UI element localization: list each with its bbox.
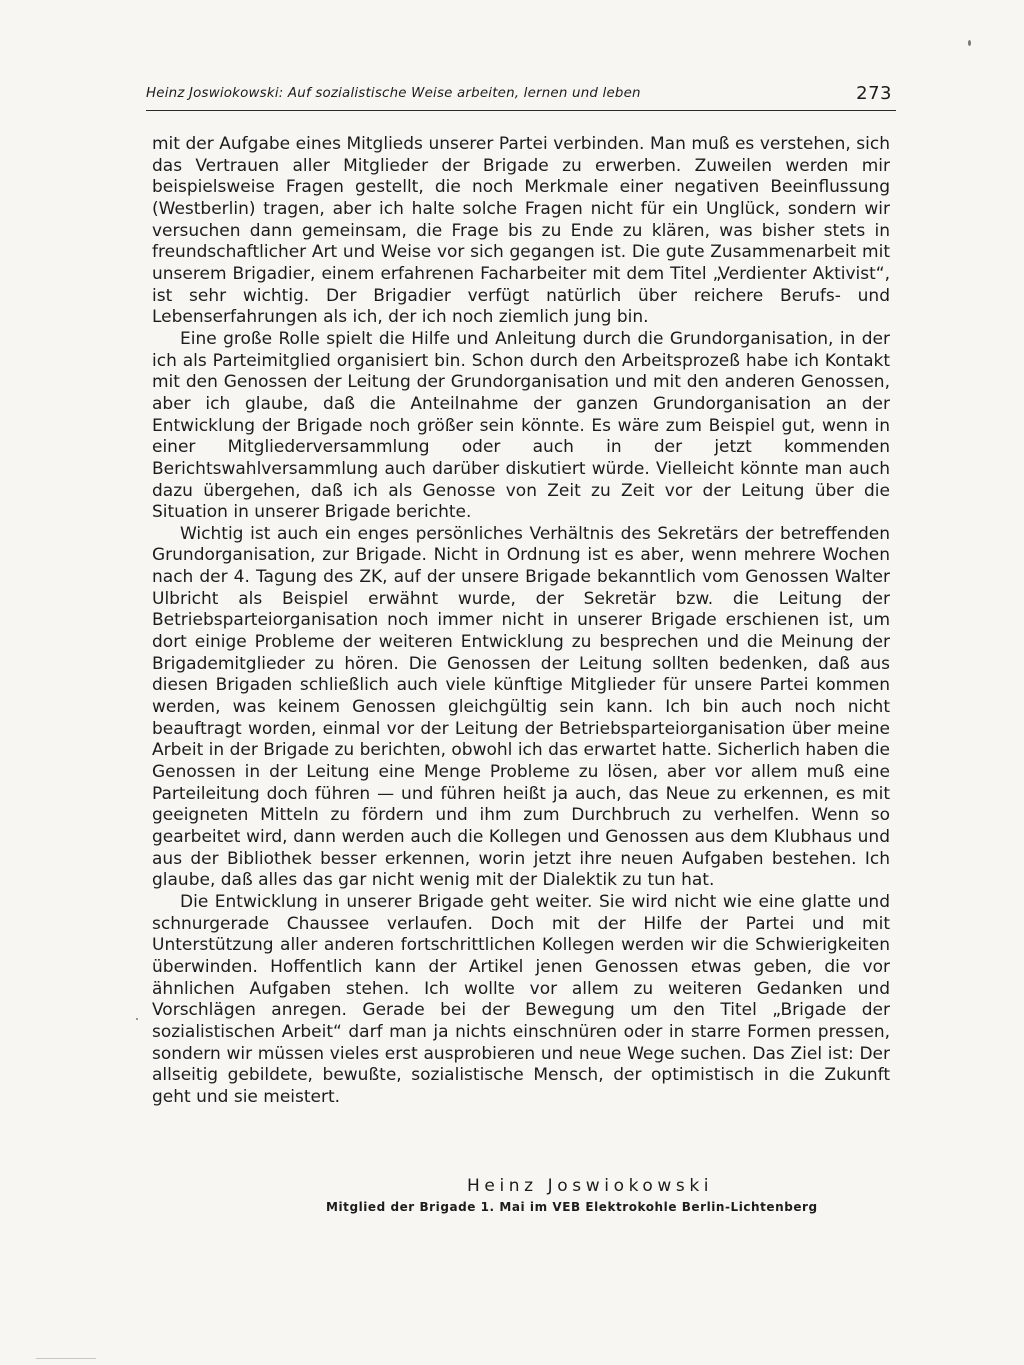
paragraph-grundorganisation: Eine große Rolle spielt die Hilfe und Anleitung durch die Grundorganisation, in der ich als Parteimitglied organisiert bin. Schon durch den Arbeitsprozeß habe ich Kontakt mit den Genossen der Leitung der Grundorganisation und mit den anderen Genossen, aber ich glaube, daß die Anteilnahme der ganzen Grundorganisation an der Entwicklung der Brigade noch größer sein könnte. Es wäre zum Beispiel gut, wenn in einer Mitgliederversammlung oder auch in der jetzt kommenden Berichtswahlversammlung auch darüber diskutiert würde. Vielleicht könnte man auch dazu übergehen, daß ich als Genosse von Zeit zu Zeit vor der Leitung über die Situation in unserer Brigade berichte. xyxy=(152,328,890,523)
scan-speck xyxy=(36,1358,96,1359)
scan-speck xyxy=(136,1018,138,1020)
paragraph-continuation: mit der Aufgabe eines Mitglieds unserer Partei verbinden. Man muß es verstehen, sich das Vertrauen aller Mitglieder der Brigade zu erwerben. Zuweilen werden mir beispielsweise Fragen gestellt, die noch Merkmale einer negativen Beeinflussung (Westberlin) tragen, aber ich halte solche Fragen nicht für ein Unglück, sondern wir versuchen dann gemeinsam, die Frage bis zu Ende zu klären, was bisher stets in freundschaftlicher Art und Weise vor sich gegangen ist. Die gute Zusammenarbeit mit unserem Brigadier, einem erfahrenen Facharbeiter mit dem Titel „Verdienter Aktivist“, ist sehr wichtig. Der Brigadier verfügt natürlich über reichere Berufs- und Lebenserfahrungen als ich, der ich noch ziemlich jung bin. xyxy=(152,134,890,328)
scan-speck xyxy=(968,40,971,46)
running-header xyxy=(146,83,896,111)
paragraph-entwicklung: Die Entwicklung in unserer Brigade geht weiter. Sie wird nicht wie eine glatte und schnurgerade Chaussee verlaufen. Doch mit der Hilfe der Partei und mit Unterstützung aller anderen fortschrittlichen Kollegen werden wir die Schwierigkeiten überwinden. Hoffentlich kann der Artikel jenen Genossen etwas geben, die vor ähnlichen Aufgaben stehen. Ich wollte vor allem zu weiteren Gedanken und Vorschlägen anregen. Gerade bei der Bewegung um den Titel „Brigade der sozialistischen Arbeit“ darf man ja nichts einschnüren oder in starre Formen pressen, sondern wir müssen vieles erst ausprobieren und neue Wege suchen. Das Ziel ist: Der allseitig gebildete, bewußte, sozialistische Mensch, der optimistisch in die Zukunft geht und sie meistert. xyxy=(152,891,890,1107)
running-title: Heinz Joswiokowski: Auf sozialistische Weise arbeiten, lernen und leben xyxy=(146,86,641,101)
author-affiliation: Mitglied der Brigade 1. Mai im VEB Elektrokohle Berlin-Lichtenberg xyxy=(326,1200,818,1214)
page-number: 273 xyxy=(856,83,892,104)
paragraph-sekretaer: Wichtig ist auch ein enges persönliches Verhältnis des Sekretärs der betreffenden Grundorganisation, zur Brigade. Nicht in Ordnung ist es aber, wenn mehrere Wochen nach der 4. Tagung des ZK, auf der unsere Brigade bekanntlich vom Genossen Walter Ulbricht als Beispiel erwähnt wurde, der Sekretär bzw. die Leitung der Betriebsparteiorganisation noch immer nicht in unserer Brigade erschienen ist, um dort einige Probleme der weiteren Entwicklung zu besprechen und die Meinung der Brigademitglieder zu hören. Die Genossen der Leitung sollten bedenken, daß aus diesen Brigaden schließlich auch viele künftige Mitglieder für unsere Partei kommen werden, was keinem Genossen gleichgültig sein kann. Ich bin auch noch nicht beauftragt worden, einmal vor der Leitung der Betriebsparteiorganisation über meine Arbeit in der Brigade zu berichten, obwohl ich das erwartet hatte. Sicherlich haben die Genossen in der Leitung eine Menge Probleme zu lösen, aber vor allem muß eine Parteileitung doch führen — und führen heißt ja auch, das Neue zu erkennen, es mit geeigneten Mitteln zu fördern und ihm zum Durchbruch zu verhelfen. Wenn so gearbeitet wird, dann werden auch die Kollegen und Genossen aus dem Klubhaus und aus der Bibliothek besser erkennen, worin jetzt ihre neuen Aufgaben bestehen. Ich glaube, daß alles das gar nicht wenig mit der Dialektik zu tun hat. xyxy=(152,523,890,891)
author-signature: Heinz Joswiokowski xyxy=(467,1176,714,1196)
article-body xyxy=(152,134,890,1109)
